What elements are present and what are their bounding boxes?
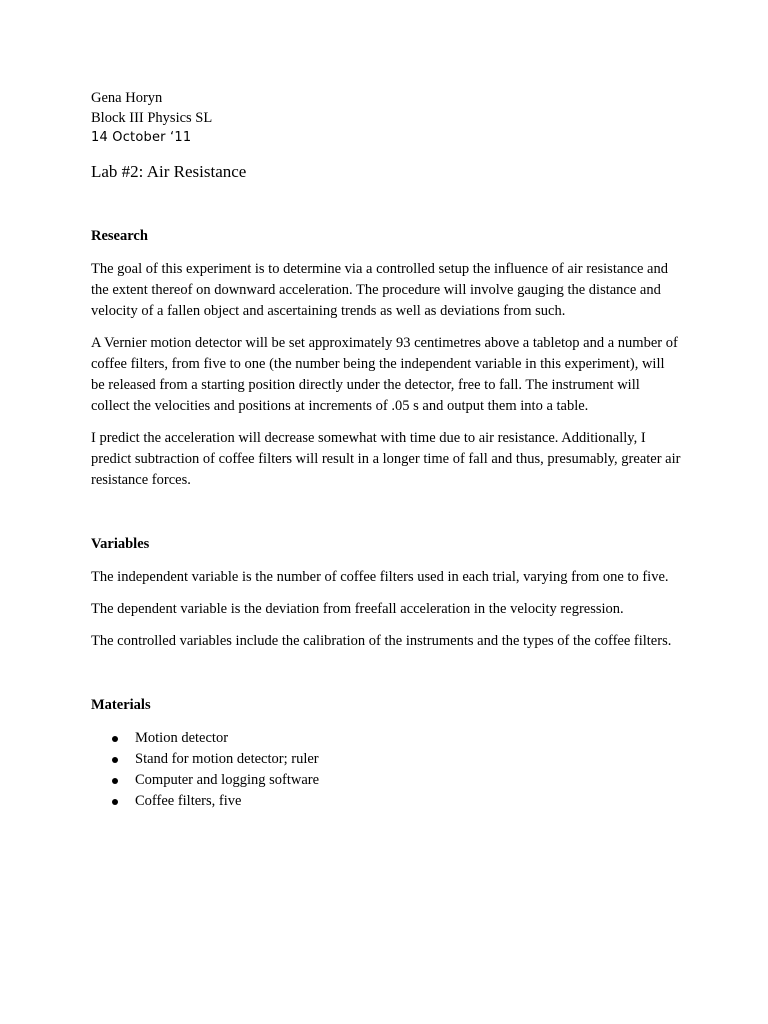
material-item-text: Computer and logging software	[135, 772, 320, 788]
document-header	[91, 88, 681, 184]
course-name: Block III Physics SL	[91, 110, 213, 126]
document-page	[91, 88, 681, 812]
variables-paragraph-2: The dependent variable is the deviation from freefall acceleration in the velocity regression.	[91, 601, 624, 617]
list-item	[91, 791, 681, 812]
variables-heading: Variables	[91, 536, 150, 552]
materials-section	[91, 695, 681, 812]
bullet-icon	[112, 778, 118, 784]
research-section	[91, 226, 681, 491]
list-item	[91, 728, 681, 749]
document-title: Lab #2: Air Resistance	[91, 162, 247, 181]
list-item	[91, 749, 681, 770]
material-item-text: Motion detector	[135, 730, 229, 746]
research-paragraph-3: I predict the acceleration will decrease somewhat with time due to air resistance. Additionally, I predict subtraction of coffee filters will result in a longer time of fall and thus, presumably, greater air resistance forces.	[91, 430, 681, 488]
bullet-icon	[112, 736, 118, 742]
materials-list	[91, 728, 681, 812]
research-heading: Research	[91, 228, 148, 244]
research-paragraph-1: The goal of this experiment is to determine via a controlled setup the influence of air resistance and the extent thereof on downward acceleration. The procedure will involve gauging the distance and velocity of a fallen object and ascertaining trends as well as deviations from such.	[91, 261, 668, 319]
bullet-icon	[112, 757, 118, 763]
material-item-text: Coffee filters, five	[135, 793, 242, 809]
materials-heading: Materials	[91, 697, 151, 713]
author-name: Gena Horyn	[91, 90, 163, 106]
research-paragraph-2: A Vernier motion detector will be set approximately 93 centimetres above a tabletop and a number of coffee filters, from five to one (the number being the independent variable in this experiment), will be released from a starting position directly under the detector, free to fall. The instrument will collect the velocities and positions at increments of .05 s and output them into a table.	[91, 335, 678, 414]
variables-section	[91, 534, 681, 652]
bullet-icon	[112, 799, 118, 805]
list-item	[91, 770, 681, 791]
variables-paragraph-1: The independent variable is the number of coffee filters used in each trial, varying from one to five.	[91, 569, 669, 585]
variables-paragraph-3: The controlled variables include the calibration of the instruments and the types of the coffee filters.	[91, 633, 672, 649]
material-item-text: Stand for motion detector; ruler	[135, 751, 319, 767]
document-date: 14 October ‘11	[91, 130, 192, 145]
